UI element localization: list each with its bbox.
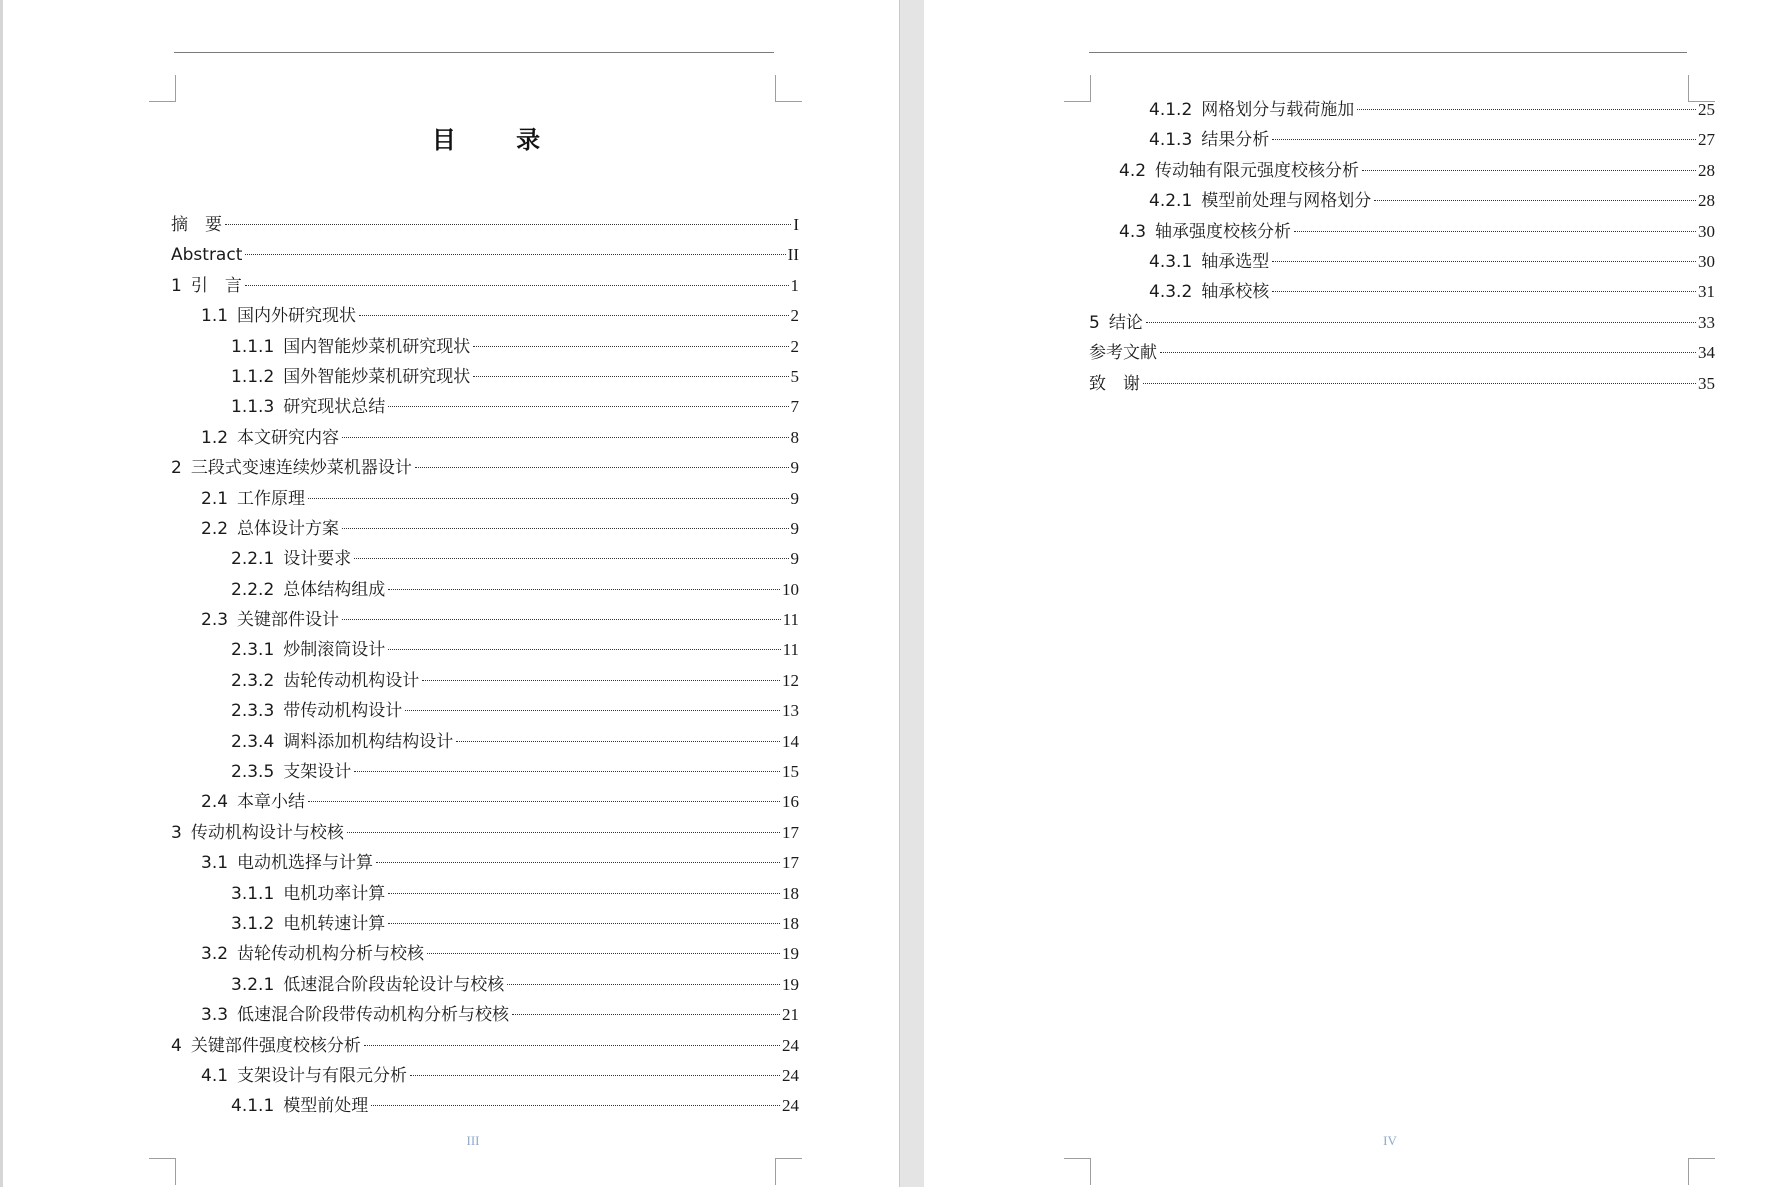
toc-entry-title: 引 言	[190, 275, 242, 296]
toc-entry-page: 9	[790, 458, 799, 478]
toc-entry-page: 16	[782, 792, 799, 812]
toc-entry-number: 2.4	[201, 792, 229, 813]
toc-dot-leader	[1357, 109, 1696, 110]
toc-entry-page: 9	[790, 488, 799, 508]
toc-heading: 目 录	[431, 125, 567, 154]
toc-entry-number: 2.3.4	[231, 731, 275, 752]
toc-entry-title: 模型前处理	[283, 1096, 369, 1117]
toc-entry-title: 电机转速计算	[283, 913, 386, 934]
toc-dot-leader	[342, 619, 781, 620]
toc-entry-title: 参考文献	[1089, 343, 1157, 364]
toc-entry-title: 轴承强度校核分析	[1155, 221, 1292, 242]
toc-entry-title: 齿轮传动机构设计	[283, 670, 420, 691]
toc-entry-number: 4.1.3	[1149, 130, 1193, 151]
toc-entry-number: 2.3.2	[231, 670, 275, 691]
toc-entry[interactable]	[171, 635, 799, 665]
toc-entry-page: II	[787, 245, 799, 265]
toc-entry[interactable]	[171, 970, 799, 1000]
toc-dot-leader	[371, 1105, 780, 1106]
toc-entry-page: 28	[1698, 160, 1715, 180]
toc-entry[interactable]	[1089, 95, 1715, 125]
header-rule	[1089, 52, 1687, 53]
toc-dot-leader	[376, 862, 780, 863]
toc-entry-number: 2.3.3	[231, 701, 275, 722]
toc-entry-page: 28	[1698, 191, 1715, 211]
toc-dot-leader	[473, 376, 788, 377]
toc-dot-leader	[1143, 383, 1696, 384]
toc-entry-page: 33	[1698, 312, 1715, 332]
toc-dot-leader	[354, 771, 780, 772]
toc-dot-leader	[456, 741, 780, 742]
toc-entry-number: 4.3	[1119, 221, 1147, 242]
toc-entry[interactable]	[171, 423, 799, 453]
toc-entry-title: 带传动机构设计	[283, 701, 403, 722]
toc-entry-page: 11	[782, 640, 799, 660]
toc-entry[interactable]	[1089, 156, 1715, 186]
toc-entry-number: 1.1.2	[231, 366, 275, 387]
toc-entry-number: 3.2	[201, 944, 229, 965]
toc-entry-page: 15	[782, 762, 799, 782]
toc-entry[interactable]	[171, 453, 799, 483]
toc-entry-title: 致 谢	[1089, 373, 1140, 394]
toc-entry-page: I	[793, 215, 799, 234]
toc-entry[interactable]	[1089, 247, 1715, 277]
toc-entry-page: 30	[1698, 251, 1715, 271]
toc-entry-number: 3.1	[201, 853, 229, 874]
toc-entry-number: 3.1.1	[231, 883, 275, 904]
toc-entry[interactable]	[171, 484, 799, 514]
toc-entry-page: 8	[790, 427, 799, 447]
toc-dot-leader	[507, 984, 780, 985]
toc-entry[interactable]	[171, 332, 799, 362]
toc-entry-number: 3	[171, 822, 182, 843]
toc-entry-page: 24	[782, 1065, 799, 1085]
toc-entry-title: 传动机构设计与校核	[190, 822, 344, 843]
toc-dot-leader	[1160, 352, 1696, 353]
toc-entry-title: 总体结构组成	[283, 579, 386, 600]
toc-entry-page: 24	[782, 1096, 799, 1116]
toc-entry-number: 2.2.1	[231, 549, 275, 570]
toc-entry-title: 轴承选型	[1201, 251, 1270, 272]
toc-entry-page: 14	[782, 731, 799, 751]
toc-dot-leader	[388, 406, 788, 407]
toc-entry[interactable]	[171, 1091, 799, 1121]
toc-entry-title: 结果分析	[1201, 130, 1270, 151]
toc-entry-number: 2	[171, 458, 182, 479]
toc-entry-number: 1.1.3	[231, 397, 275, 418]
toc-entry-title: 三段式变速连续炒菜机器设计	[190, 458, 412, 479]
toc-entry[interactable]	[171, 818, 799, 848]
toc-dot-leader	[342, 528, 788, 529]
toc-entry-page: 35	[1698, 373, 1715, 393]
toc-entry-page: 7	[790, 397, 799, 417]
toc-dot-leader	[388, 923, 780, 924]
page-iv	[924, 0, 1786, 1187]
toc-entry-title: 支架设计与有限元分析	[237, 1065, 408, 1086]
margin-corner-bottom-right	[1688, 1158, 1715, 1185]
toc-entry-page: 21	[782, 1005, 799, 1025]
toc-entry[interactable]	[1089, 125, 1715, 155]
toc-entry-page: 18	[782, 913, 799, 933]
toc-entry[interactable]	[171, 1000, 799, 1030]
toc-entry-number: 2.2.2	[231, 579, 275, 600]
toc-entry[interactable]	[171, 575, 799, 605]
toc-list-right	[1089, 95, 1715, 399]
toc-entry[interactable]	[1089, 308, 1715, 338]
margin-corner-top-right	[775, 75, 802, 102]
toc-entry-number: 3.2.1	[231, 974, 275, 995]
toc-entry[interactable]	[171, 544, 799, 574]
toc-dot-leader	[427, 953, 780, 954]
toc-entry-title: 总体设计方案	[237, 518, 340, 539]
toc-entry-page: 12	[782, 670, 799, 690]
margin-corner-top-left	[1064, 75, 1091, 102]
toc-entry-title: 研究现状总结	[283, 397, 386, 418]
toc-dot-leader	[359, 315, 788, 316]
page-iii	[3, 0, 899, 1187]
toc-entry-number: 2.2	[201, 518, 229, 539]
toc-entry-page: 24	[782, 1035, 799, 1055]
toc-dot-leader	[308, 498, 788, 499]
toc-entry[interactable]	[1089, 186, 1715, 216]
toc-entry-number: 1.1	[201, 306, 229, 327]
toc-entry[interactable]	[171, 879, 799, 909]
toc-entry-title: 电动机选择与计算	[237, 853, 374, 874]
toc-entry[interactable]	[171, 1061, 799, 1091]
toc-dot-leader	[1272, 261, 1696, 262]
toc-entry[interactable]	[171, 787, 799, 817]
toc-entry[interactable]	[1089, 217, 1715, 247]
toc-entry-number: 2.3.5	[231, 762, 275, 783]
toc-dot-leader	[1294, 231, 1696, 232]
toc-entry-number: 1	[171, 275, 182, 296]
toc-entry-title: 工作原理	[237, 488, 306, 509]
margin-corner-bottom-right	[775, 1158, 802, 1185]
toc-entry-page: 19	[782, 944, 799, 964]
toc-entry-number: 5	[1089, 312, 1100, 333]
toc-entry[interactable]	[171, 939, 799, 969]
toc-entry-page: 11	[782, 610, 799, 630]
page-number: IV	[1383, 1133, 1397, 1148]
toc-dot-leader	[354, 558, 788, 559]
toc-dot-leader	[1374, 200, 1696, 201]
toc-list-left	[171, 210, 799, 1122]
toc-entry-page: 19	[782, 974, 799, 994]
toc-entry[interactable]	[171, 362, 799, 392]
toc-entry-title: 国内智能炒菜机研究现状	[283, 336, 471, 357]
toc-entry-title: 网格划分与载荷施加	[1201, 100, 1355, 120]
toc-entry-number: 4.3.2	[1149, 282, 1193, 303]
toc-entry-number: 4.2	[1119, 160, 1147, 181]
toc-entry-page: 13	[782, 701, 799, 721]
toc-entry-number: 1.2	[201, 427, 229, 448]
toc-entry-number: 4	[171, 1035, 182, 1056]
toc-entry[interactable]	[171, 696, 799, 726]
toc-entry[interactable]	[171, 666, 799, 696]
toc-entry[interactable]	[171, 392, 799, 422]
toc-dot-leader	[410, 1075, 780, 1076]
toc-entry[interactable]	[171, 1031, 799, 1061]
toc-entry-number: 2.1	[201, 488, 229, 509]
toc-entry-title: 本文研究内容	[237, 427, 340, 448]
page-number: III	[466, 1133, 480, 1148]
toc-entry[interactable]	[171, 848, 799, 878]
toc-entry[interactable]	[1089, 338, 1715, 368]
toc-entry[interactable]	[171, 605, 799, 635]
toc-entry-page: 9	[790, 549, 799, 569]
toc-dot-leader	[342, 437, 788, 438]
toc-entry-title: 调料添加机构结构设计	[283, 731, 454, 752]
toc-dot-leader	[473, 346, 788, 347]
toc-entry[interactable]	[171, 271, 799, 301]
toc-dot-leader	[422, 680, 780, 681]
toc-entry[interactable]	[171, 909, 799, 939]
toc-entry-number: 2.3	[201, 610, 229, 631]
toc-entry-title: 炒制滚筒设计	[283, 640, 386, 661]
toc-dot-leader	[415, 467, 789, 468]
toc-entry-title: 国内外研究现状	[237, 306, 357, 327]
toc-entry-number: 1.1.1	[231, 336, 275, 357]
toc-entry-title: Abstract	[171, 245, 243, 266]
toc-entry-number: 3.3	[201, 1005, 229, 1026]
toc-dot-leader	[364, 1045, 780, 1046]
toc-entry-title: 电机功率计算	[283, 883, 386, 904]
toc-entry-title: 关键部件强度校核分析	[190, 1035, 361, 1056]
toc-entry[interactable]	[171, 240, 799, 270]
toc-entry-title: 结论	[1108, 312, 1143, 333]
toc-entry[interactable]	[171, 210, 799, 240]
toc-entry[interactable]	[1089, 277, 1715, 307]
toc-entry-number: 4.1.1	[231, 1096, 275, 1117]
toc-entry-page: 34	[1698, 343, 1715, 363]
toc-entry-title: 轴承校核	[1201, 282, 1270, 303]
toc-entry-title: 支架设计	[283, 762, 352, 783]
toc-dot-leader	[245, 254, 785, 255]
margin-corner-bottom-left	[149, 1158, 176, 1185]
toc-entry-page: 1	[790, 275, 799, 295]
page-gutter	[899, 0, 925, 1187]
toc-dot-leader	[1146, 322, 1696, 323]
toc-entry-page: 10	[782, 579, 799, 599]
toc-dot-leader	[388, 589, 780, 590]
toc-dot-leader	[405, 710, 780, 711]
toc-dot-leader	[225, 224, 791, 225]
toc-entry-title: 低速混合阶段带传动机构分析与校核	[237, 1005, 510, 1026]
toc-entry-title: 传动轴有限元强度校核分析	[1155, 160, 1360, 181]
toc-entry-title: 国外智能炒菜机研究现状	[283, 366, 471, 387]
toc-entry[interactable]	[171, 301, 799, 331]
toc-dot-leader	[245, 285, 789, 286]
toc-dot-leader	[388, 649, 780, 650]
toc-entry-page: 5	[790, 366, 799, 386]
toc-dot-leader	[1362, 170, 1696, 171]
toc-entry-title: 摘 要	[171, 215, 222, 235]
toc-dot-leader	[1272, 139, 1696, 140]
toc-entry-title: 齿轮传动机构分析与校核	[237, 944, 425, 965]
toc-entry-number: 4.2.1	[1149, 191, 1193, 212]
toc-entry-title: 模型前处理与网格划分	[1201, 191, 1372, 212]
toc-entry-page: 30	[1698, 221, 1715, 241]
toc-entry[interactable]	[171, 757, 799, 787]
toc-entry-number: 4.1.2	[1149, 100, 1193, 120]
toc-dot-leader	[1272, 291, 1696, 292]
toc-entry-title: 本章小结	[237, 792, 306, 813]
toc-entry-number: 4.1	[201, 1065, 229, 1086]
header-rule	[174, 52, 774, 53]
toc-dot-leader	[512, 1014, 780, 1015]
toc-entry[interactable]	[171, 514, 799, 544]
toc-entry-page: 17	[782, 853, 799, 873]
toc-entry[interactable]	[171, 727, 799, 757]
toc-dot-leader	[308, 801, 780, 802]
toc-entry-title: 关键部件设计	[237, 610, 340, 631]
toc-entry-page: 17	[782, 822, 799, 842]
margin-corner-bottom-left	[1064, 1158, 1091, 1185]
toc-entry-number: 4.3.1	[1149, 251, 1193, 272]
toc-entry-page: 2	[790, 306, 799, 326]
toc-entry-page: 2	[790, 336, 799, 356]
toc-dot-leader	[388, 893, 780, 894]
toc-entry-number: 2.3.1	[231, 640, 275, 661]
toc-entry-page: 27	[1698, 130, 1715, 150]
toc-entry-title: 设计要求	[283, 549, 352, 570]
toc-entry[interactable]	[1089, 369, 1715, 399]
toc-entry-page: 25	[1698, 100, 1715, 119]
toc-entry-title: 低速混合阶段齿轮设计与校核	[283, 974, 505, 995]
margin-corner-top-left	[149, 75, 176, 102]
toc-entry-page: 31	[1698, 282, 1715, 302]
toc-entry-number: 3.1.2	[231, 913, 275, 934]
toc-entry-page: 9	[790, 518, 799, 538]
toc-entry-page: 18	[782, 883, 799, 903]
toc-dot-leader	[347, 832, 780, 833]
